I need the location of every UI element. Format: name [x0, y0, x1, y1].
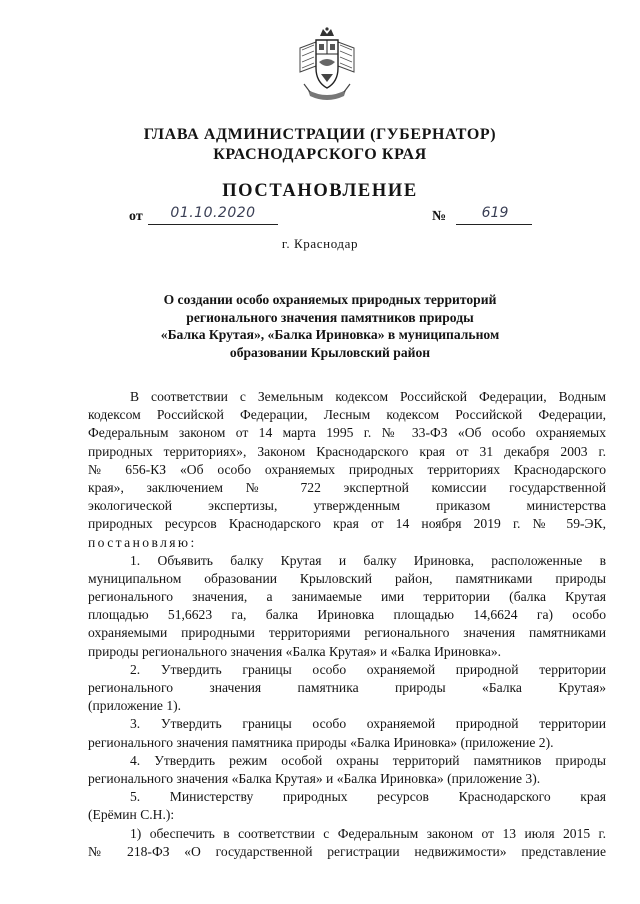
body-line: Федеральным законом от 14 марта 1995 г. № 33-ФЗ «Об особо охраняемых — [88, 425, 606, 441]
number-label: № — [432, 209, 447, 224]
body-line: кодексом Российской Федерации, Лесным кодексом Российской Федерации, — [88, 407, 606, 423]
subject-line: образовании Крыловский район — [229, 344, 431, 360]
body-line: № 218-ФЗ «О государственной регистрации недвижимости» представление — [88, 843, 606, 859]
body-line: № 656-КЗ «Об особо охраняемых природных территориях Краснодарского — [88, 461, 606, 477]
body-line: охраняемыми природными территориями регионального значения памятниками — [88, 625, 606, 641]
number-underline — [456, 224, 532, 225]
body-line: 3. Утвердить границы особо охраняемой природной территории — [130, 716, 606, 732]
subject-line: О создании особо охраняемых природных территорий — [163, 292, 497, 307]
body-line: муниципальном образовании Крыловский район, памятниками природы — [88, 570, 606, 586]
resolution-subject — [150, 291, 510, 361]
body-line: регионального значения, а занимаемые ими территории (балка Крутая — [88, 589, 606, 605]
krasnodar-coat-of-arms-icon — [294, 26, 360, 106]
body-line: (приложение 1). — [88, 698, 182, 714]
body-line: площадью 51,6623 га, балка Ириновка площадью 14,6624 га) особо — [88, 607, 606, 623]
body-line: регионального значения памятника природы «Балка Крутая» — [88, 680, 606, 695]
handwritten-date: 01.10.2020 — [170, 205, 256, 221]
body-line: (Ерёмин С.Н.): — [88, 807, 175, 823]
body-line: края», заключением № 722 экспертной комиссии государственной — [88, 479, 606, 495]
body-line: природы регионального значения «Балка Крутая» и «Балка Ириновка». — [88, 643, 502, 659]
body-line: природных территориях», Законом Краснодарского края от 31 декабря 2003 г. — [88, 443, 606, 459]
resolution-body — [88, 388, 606, 861]
body-line: регионального значения «Балка Крутая» и «Балка Ириновка» (приложение 3). — [88, 770, 541, 786]
authority-title-line2: КРАСНОДАРСКОГО КРАЯ — [213, 146, 427, 163]
body-line: 4. Утвердить режим особой охраны территорий памятников природы — [130, 752, 606, 768]
authority-title-line1: ГЛАВА АДМИНИСТРАЦИИ (ГУБЕРНАТОР) — [143, 126, 497, 143]
body-line: регионального значения памятника природы «Балка Ириновка» (приложение 2). — [88, 734, 554, 750]
body-line: природных ресурсов Краснодарского края от 14 ноября 2019 г. № 59-ЭК, — [88, 516, 606, 532]
handwritten-number: 619 — [481, 205, 509, 221]
body-line: 1. Объявить балку Крутая и балку Ириновка, расположенные в — [130, 552, 606, 568]
body-line: постановляю: — [88, 534, 197, 550]
city-line: г. Краснодар — [281, 236, 359, 251]
subject-line: регионального значения памятников природы — [186, 309, 474, 325]
body-line: экологической экспертизы, утвержденным приказом министерства — [88, 498, 606, 514]
date-underline — [148, 224, 278, 225]
body-line: 1) обеспечить в соответствии с Федеральным законом от 13 июля 2015 г. — [130, 825, 606, 841]
body-line: 2. Утвердить границы особо охраняемой природной территории — [130, 661, 606, 677]
subject-line: «Балка Крутая», «Балка Ириновка» в муниципальном — [160, 327, 500, 342]
document-type-title: ПОСТАНОВЛЕНИЕ — [222, 181, 418, 201]
body-line: 5. Министерству природных ресурсов Краснодарского края — [130, 789, 606, 805]
date-label: от — [129, 209, 143, 224]
body-line: В соответствии с Земельным кодексом Российской Федерации, Водным — [130, 389, 606, 404]
